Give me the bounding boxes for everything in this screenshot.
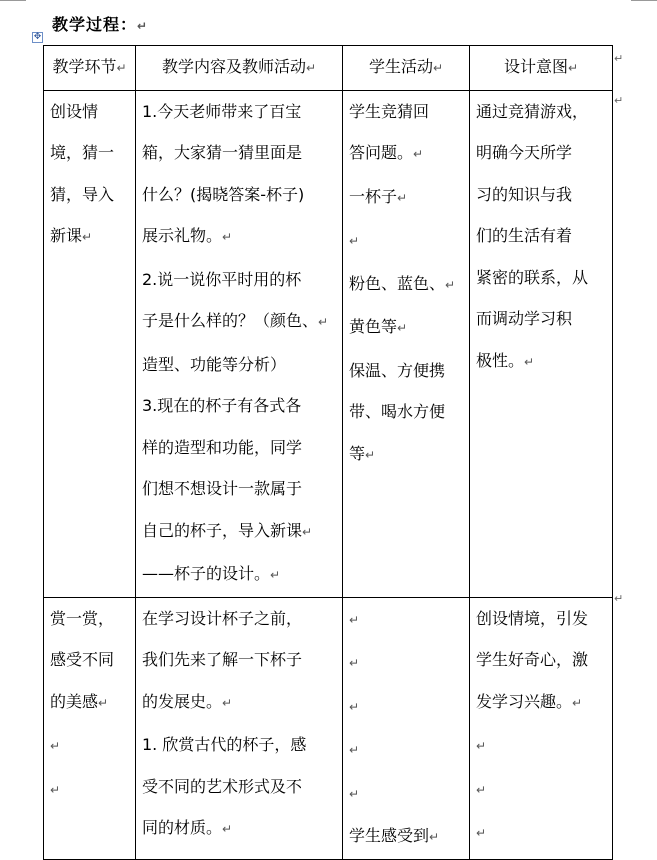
header-cell-stage[interactable]	[44, 46, 136, 91]
cell-text-line	[50, 681, 129, 725]
cell-text: 自己的杯子，导入新课	[142, 520, 303, 540]
cell-text-line	[476, 174, 606, 216]
cell-text-line	[349, 433, 463, 477]
cell-text-line	[142, 427, 336, 469]
cell-text: 2.说一说你平时用的杯	[142, 269, 302, 289]
paragraph-mark-icon: ↵	[137, 19, 149, 33]
cell-text: 受不同的艺术形式及不	[142, 776, 303, 796]
cell-text: 1.今天老师带来了百宝	[142, 101, 302, 121]
header-cell-intent[interactable]	[470, 46, 613, 91]
cell-text: 猜，导入	[50, 184, 115, 204]
cell-text: 的发展史。	[142, 691, 223, 711]
cell-text: ——杯子的设计。	[142, 564, 271, 583]
cell-text-line	[476, 91, 606, 133]
header-stage-label: 教学环节	[52, 57, 117, 76]
paragraph-mark-icon: ↵	[476, 782, 487, 797]
cell-text: 学生好奇心，激	[476, 650, 589, 669]
cell-text-line	[142, 766, 336, 808]
cell-text-line	[349, 263, 463, 307]
cell-text-line	[349, 306, 463, 350]
cell-text-line	[142, 639, 336, 681]
paragraph-mark-icon: ↵	[98, 695, 109, 710]
cell-text-line	[50, 91, 129, 133]
cell-text-line	[476, 681, 606, 725]
row1-student-cell[interactable]	[343, 90, 470, 597]
cell-text-line	[476, 639, 606, 681]
paragraph-mark-icon: ↵	[476, 826, 487, 840]
cell-text: 极性。	[476, 350, 525, 370]
cell-text: 等	[349, 443, 366, 463]
cell-text-line	[50, 724, 129, 768]
cell-text: 同的材质。	[142, 818, 223, 837]
row1-content-cell[interactable]	[136, 90, 343, 597]
cell-text-line	[476, 132, 606, 174]
paragraph-mark-icon: ↵	[349, 699, 360, 714]
cell-text-line	[349, 815, 463, 859]
cell-end-mark-icon: ↵	[567, 61, 579, 75]
cell-text: 而调动学习积	[476, 309, 573, 328]
cell-text-line	[349, 176, 463, 220]
cell-text-line	[349, 91, 463, 133]
paragraph-mark-icon: ↵	[397, 190, 408, 205]
cell-text: 的美感	[50, 691, 99, 711]
cell-text: 带、喝水方便	[349, 402, 446, 421]
cell-text: 们的生活有着	[476, 226, 573, 245]
cell-text-line	[50, 639, 129, 681]
paragraph-mark-icon: ↵	[222, 230, 233, 244]
row-end-mark-icon: ↵	[614, 94, 624, 107]
row2-student-cell[interactable]	[343, 597, 470, 859]
cell-text: 1. 欣赏古代的杯子，感	[142, 735, 307, 754]
paragraph-mark-icon: ↵	[524, 354, 535, 369]
cell-text: 展示礼物。	[142, 226, 223, 245]
cell-text-line	[142, 259, 336, 301]
paragraph-mark-icon: ↵	[349, 743, 360, 757]
table-header-row	[44, 46, 613, 91]
cell-text-line	[142, 174, 336, 216]
row-end-mark-icon: ↵	[614, 52, 624, 65]
cell-text: 学生感受到	[349, 826, 430, 845]
cell-text: 在学习设计杯子之前，	[142, 608, 303, 628]
header-cell-content[interactable]	[136, 46, 343, 91]
cell-text: 样的造型和功能，同学	[142, 437, 303, 457]
cell-text: 子是什么样的？（颜色、	[142, 311, 319, 330]
cell-text-line	[476, 340, 606, 384]
cell-text-line	[476, 598, 606, 640]
paragraph-mark-icon: ↵	[413, 147, 424, 161]
cell-text-line	[142, 681, 336, 725]
paragraph-mark-icon: ↵	[50, 739, 61, 753]
cell-text: 箱，大家猜一猜里面是	[142, 143, 303, 162]
paragraph-mark-icon: ↵	[365, 447, 376, 462]
paragraph-mark-icon: ↵	[302, 524, 313, 539]
paragraph-mark-icon: ↵	[318, 315, 329, 329]
cell-end-mark-icon: ↵	[305, 61, 317, 75]
row2-intent-cell[interactable]	[470, 597, 613, 859]
cell-text: 粉色、蓝色、	[349, 273, 446, 293]
cell-text-line	[476, 811, 606, 855]
cell-text-line	[349, 772, 463, 816]
paragraph-mark-icon: ↵	[222, 695, 233, 710]
cell-text: 们想不想设计一款属于	[142, 479, 303, 498]
row1-stage-cell[interactable]	[44, 90, 136, 597]
cell-text: 发学习兴趣。	[476, 691, 573, 711]
cell-text-line	[50, 174, 129, 216]
header-intent-label: 设计意图	[503, 57, 568, 76]
cell-text-line	[50, 215, 129, 259]
paragraph-mark-icon: ↵	[349, 786, 360, 801]
paragraph-mark-icon: ↵	[349, 612, 360, 627]
paragraph-mark-icon: ↵	[476, 739, 487, 753]
cell-text-line	[142, 807, 336, 851]
header-content-label: 教学内容及教师活动	[161, 57, 306, 76]
cell-end-mark-icon: ↵	[116, 61, 127, 75]
cell-text-line	[349, 641, 463, 685]
cell-text: 什么？(揭晓答案-杯子)	[142, 184, 305, 204]
cell-text-line	[142, 598, 336, 640]
cell-text-line	[142, 344, 336, 386]
row-end-mark-icon: ↵	[614, 592, 624, 605]
cell-text: 赏一赏，	[50, 608, 115, 628]
cell-text-line	[476, 298, 606, 340]
cell-text-line	[476, 724, 606, 768]
cell-text-line	[476, 768, 606, 812]
cell-text-line	[50, 132, 129, 174]
paragraph-mark-icon: ↵	[50, 782, 61, 797]
paragraph-mark-icon: ↵	[349, 234, 360, 248]
cell-text-line	[142, 385, 336, 427]
cell-text-line	[349, 391, 463, 433]
paragraph-mark-icon: ↵	[445, 277, 456, 292]
cell-text-line	[142, 132, 336, 174]
cell-text-line	[349, 728, 463, 772]
cell-text: 习的知识与我	[476, 184, 573, 204]
header-cell-student[interactable]	[343, 46, 470, 91]
cell-text: 造型、功能等分析）	[142, 354, 287, 374]
cell-text: 一杯子	[349, 186, 398, 206]
cell-text-line	[142, 510, 336, 554]
cell-end-mark-icon: ↵	[432, 61, 444, 75]
cell-text-line	[142, 553, 336, 597]
cell-text-line	[142, 468, 336, 510]
cell-text-line	[50, 768, 129, 812]
page-title-text: 教学过程：	[52, 15, 138, 34]
page-corner-mark-left	[0, 0, 26, 1]
cell-text: 感受不同	[50, 650, 115, 669]
paragraph-mark-icon: ↵	[572, 695, 583, 710]
cell-text: 保温、方便携	[349, 360, 446, 380]
row2-stage-cell[interactable]	[44, 597, 136, 859]
cell-text: 明确今天所学	[476, 143, 573, 162]
table-row	[44, 90, 613, 597]
page-title	[52, 12, 148, 35]
cell-text-line	[142, 724, 336, 766]
lesson-plan-table	[43, 45, 613, 860]
table-move-handle-icon[interactable]: ✥	[33, 32, 42, 42]
cell-text-line	[349, 132, 463, 176]
cell-text-line	[142, 215, 336, 259]
cell-text-line	[349, 598, 463, 642]
paragraph-mark-icon: ↵	[397, 321, 408, 335]
cell-text: 黄色等	[349, 317, 398, 336]
cell-text-line	[50, 598, 129, 640]
paragraph-mark-icon: ↵	[222, 822, 233, 836]
cell-text: 我们先来了解一下杯子	[142, 650, 303, 669]
cell-text-line	[142, 91, 336, 133]
paragraph-mark-icon: ↵	[429, 830, 440, 844]
cell-text-line	[349, 350, 463, 392]
cell-text-line	[142, 300, 336, 344]
page-corner-mark-right	[631, 0, 657, 1]
cell-text: 境，猜一	[50, 143, 115, 162]
cell-text: 紧密的联系，从	[476, 267, 589, 287]
cell-text: 答问题。	[349, 143, 414, 162]
paragraph-mark-icon: ↵	[349, 656, 360, 670]
cell-text-line	[349, 219, 463, 263]
cell-text: 3.现在的杯子有各式各	[142, 396, 302, 415]
cell-text: 创设情	[50, 101, 99, 121]
cell-text: 创设情境，引发	[476, 608, 589, 628]
cell-text-line	[476, 257, 606, 299]
paragraph-mark-icon: ↵	[82, 230, 93, 244]
row2-content-cell[interactable]	[136, 597, 343, 859]
row1-intent-cell[interactable]	[470, 90, 613, 597]
table-row	[44, 597, 613, 859]
paragraph-mark-icon: ↵	[270, 568, 281, 582]
cell-text: 新课	[50, 226, 83, 245]
cell-text-line	[349, 685, 463, 729]
header-student-label: 学生活动	[368, 57, 433, 76]
cell-text-line	[476, 215, 606, 257]
cell-text: 学生竞猜回	[349, 101, 430, 121]
cell-text: 通过竞猜游戏，	[476, 101, 589, 121]
